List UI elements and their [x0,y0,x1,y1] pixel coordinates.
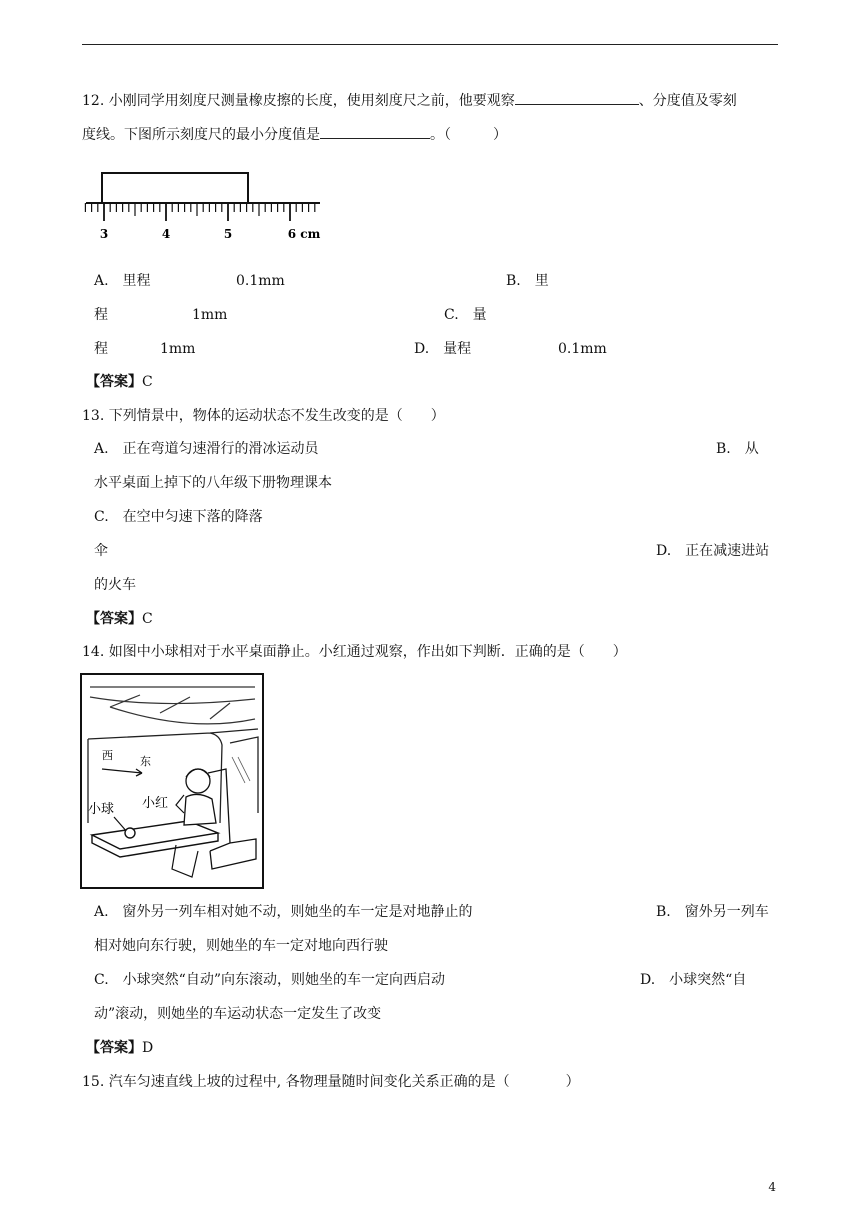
q14-option-b-tail: 相对她向东行驶，则她坐的车一定对地向西行驶 [94,938,388,954]
girl-body [184,794,216,825]
q12-text-part2: 、分度值及零刻 [638,93,737,109]
q14-option-d-head: D. 小球突然“自 [640,972,747,988]
q12-option-a-value: 0.1mm [236,273,285,289]
q12-option-b-value: 1mm [192,307,228,323]
q14-option-a: A. 窗外另一列车相对她不动，则她坐的车一定是对地静止的 [94,904,473,920]
ruler-label-5: 5 [223,227,233,241]
q12-text-part1: 12. 小刚同学用刻度尺测量橡皮擦的长度，使用刻度尺之前，他要观察 [82,93,515,109]
q12-option-d-value: 0.1mm [558,341,607,357]
q12-text-line2a: 度线。下图所示刻度尺的最小分度值是 [82,127,320,143]
q12-option-b-cont: 程 [94,307,108,323]
west-label: 西 [102,749,113,762]
q12-option-c: C. 量 [444,307,487,323]
ball-label: 小球 [88,802,115,817]
q12-option-d: D. 量程 [414,341,472,357]
q14-option-d-tail: 动”滚动，则她坐的车运动状态一定发生了改变 [94,1006,382,1022]
q13-option-b-head: B. 从 [716,441,759,457]
q13-option-d-head: D. 正在减速进站 [656,543,770,559]
q13-option-c-head: C. 在空中匀速下落的降落 [94,509,263,525]
q13-answer-label: 【答案】 [86,611,142,627]
ball [125,828,135,838]
q12-option-c-cont: 程 [94,341,108,357]
girl-label: 小红 [142,796,169,811]
q14-answer [86,1039,153,1057]
q12-text-line2b: 。（ ） [430,127,507,143]
page-number: 4 [768,1180,776,1194]
train-figure [80,673,264,889]
q12-answer-value: C [142,374,153,390]
q13-option-b-tail: 水平桌面上掉下的八年级下册物理课本 [94,475,332,491]
q13-answer [86,610,153,628]
q12-blank-1 [515,90,639,105]
ruler-label-6cm: 6 cm [287,227,321,241]
header-rule [82,44,778,45]
ruler-ticks [85,203,314,221]
q13-option-c-tail: 伞 [94,543,108,559]
q12-answer-label: 【答案】 [86,374,142,390]
q13-option-a: A. 正在弯道匀速滑行的滑冰运动员 [94,441,319,457]
ruler-label-3: 3 [99,227,109,241]
q12-line1 [82,90,737,110]
q14-option-b-head: B. 窗外另一列车 [656,904,769,920]
q15-stem: 15. 汽车匀速直线上坡的过程中, 各物理量随时间变化关系正确的是（ ） [82,1074,580,1090]
q12-blank-2 [320,124,430,139]
eraser-rect [102,173,248,203]
q13-stem: 13. 下列情景中，物体的运动状态不发生改变的是（ ） [82,408,445,424]
q14-answer-value: D [142,1040,154,1056]
q14-stem: 14. 如图中小球相对于水平桌面静止。小红通过观察，作出如下判断．正确的是（ ） [82,644,627,660]
q12-option-a: A. 里程 [94,273,151,289]
q13-answer-value: C [142,611,153,627]
ruler-figure [80,166,340,246]
q12-option-c-value: 1mm [160,341,196,357]
q12-option-b: B. 里 [506,273,549,289]
q13-option-d-tail: 的火车 [94,577,136,593]
east-label: 东 [140,755,151,768]
q12-line2 [82,124,507,144]
q14-option-c: C. 小球突然“自动”向东滚动，则她坐的车一定向西启动 [94,972,445,988]
ruler-label-4: 4 [161,227,171,241]
q14-answer-label: 【答案】 [86,1040,142,1056]
q12-answer [86,373,153,391]
